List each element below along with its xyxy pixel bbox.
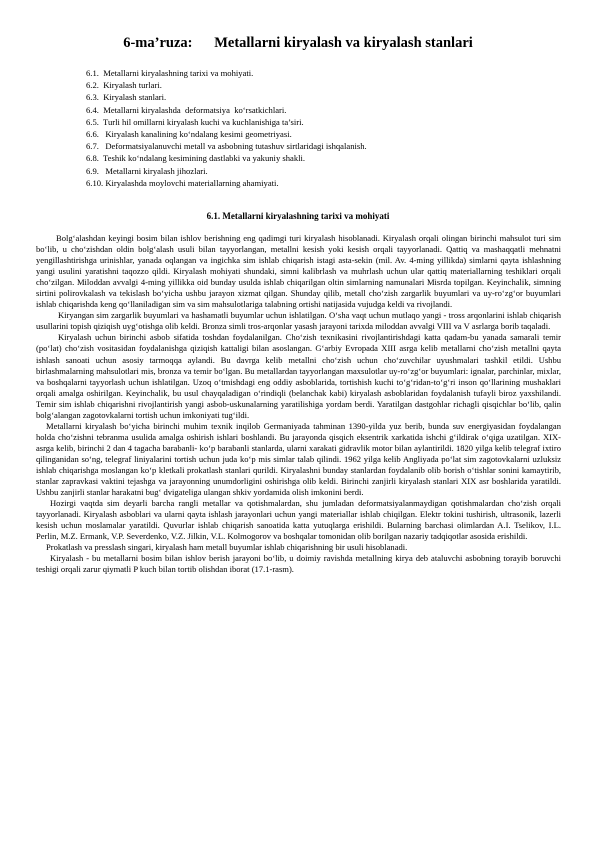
- paragraph: Kiryangan sim zargarlik buyumlari va hashamatli buyumlar uchun ishlatilgan. O‘sha vaqt uchun mutlaqo yangi - tross arqonlarini ishlab chiqarish usullarini topish qiziqish uyg‘otishga olib keldi. Bronza simli tros-arqonlar yasash jarayoni tarixda miloddan avvalgi VIII va V asrlarga borib taqaladi.: [36, 310, 561, 332]
- paragraph: Metallarni kiryalash bo‘yicha birinchi muhim texnik inqilob Germaniyada tahminan 1390-yilda yuz berib, bunda suv energiyasidan foydalangan holda cho‘zishni tebranma usulida amalga oshirish ishlari boshlandi. Bu jarayonda qisqich eksentrik xarkatida ishchi g‘ildirak o‘qiga uzatilgan. XIX-asrga kelib, birinchi 2 dan 4 tagacha barabanli- ko‘p barabanli stanlarda, ularni xarakati gidravlik motor bilan aylantirildi. 1820 yilga kelib telegraf ixtiro qilinganidan so‘ng, telegraf liniyalarini tortish uchun juda ko‘p mis simlar talab qilindi. 1962 yilga kelib Angliyada po‘lat sim zagotovkalarni uzluksiz ishlab chiqarishga moslangan ko‘p kletkali prokatlash stanlari qurildi. Kiryalashni bunday stanlardan foydalanib olib borish o‘tishlar sonini kamaytirib, stanlar zapravkasi vaktini tejashga va jarayonning unumdorligini oshirishga olib keldi. Birinchi zanjirli kiryalash stanlari XIX asr boshlarida yaratildi. Ushbu zanjirli stanlar harakatni bug‘ dvigateliga ulangan shkiv yordamida olish imkonini berdi.: [36, 420, 561, 498]
- toc-item: 6.9. Metallarni kiryalash jihozlari.: [86, 165, 208, 176]
- paragraph: Kiryalash - bu metallarni bosim bilan ishlov berish jarayoni bo‘lib, u doimiy ravishda metallning kirya deb ataluvchi asbobning torayib boruvchi teshigi orqali zarur qiymatli P kuch bilan tortib olishdan iborat (17.1-rasm).: [36, 553, 561, 575]
- lecture-title: 6-ma’ruza: Metallarni kiryalash va kiryalash stanlari: [123, 35, 473, 51]
- toc-item: 6.2. Kiryalash turlari.: [86, 80, 162, 91]
- toc-item: 6.7. Deformatsiyalanuvchi metall va asbobning tutashuv sirtlaridagi ishqalanish.: [86, 141, 367, 152]
- paragraph: Bolg‘alashdan keyingi bosim bilan ishlov berishning eng qadimgi turi kiryalash hisoblanadi. Kiryalash orqali olingan birinchi mahsulot turi sim bo‘lib, u cho‘zishdan oldin bolg‘alash usuli bilan tayyorlangan, metallni kesish yoki kesish orqali tayyorlanadi. Qattiq va mashaqqatli mehnatni yengillashtirishga urinishlar, yanada oqlangan va ingichka sim ishlab chiqarish istagi asta-sekin (mil. Av. 4-ming yillikda) simlarni qayta ishlashning yangi usulini yaratishni taqozzo qildi. Kiryalash mohiyati shundaki, simni kalibrlash va muhrlash uchun ular qattiq materiallarning teshiklari orqali cho‘zilgan. Miloddan avvalgi 4-ming yillikka oid bunday usulda ishlab chiqarilgan oltin simlarning namunalari Misrda topilgan. Keyinchalik, simning sirtini polirovkalash va tekislash bo‘yicha ushbu jarayon xizmat qilgan. Shunday qilib, metall cho‘zish zargarlik buyumlari va uy-ro‘zg‘or buyumlari ishlab chiqarishda keng qo‘llaniladigan sim va sim mahsulotlariga talabning ortishi natijasida vujudga keldi va rivojlandi.: [36, 233, 561, 310]
- body-text: [36, 233, 561, 575]
- paragraph: Kiryalash uchun birinchi asbob sifatida toshdan foydalanilgan. Cho‘zish texnikasini rivojlantirishdagi katta qadam-bu yanada samarali temir (po‘lat) cho‘zish vositasidan foydalanishga qiziqish kattaligi bilan asoslangan. G‘arbiy Evropada XIII asrga kelib metallarni cho‘zish metallni qayta ishlash sanoati uchun asosiy tarmoqqa aylandi. Bu davrga kelib metallni cho‘zish uchun cho‘zuvchilar uyushmalari tashkil etildi. Ushbu birlashmalarning mahsulotlari mis, bronza va temir bo‘lgan. Bu metallardan tayyorlangan maxsulotlar uy-ro‘zg‘or buyumlari: ignalar, parchinlar, mixlar, va boshqalarni tayyorlash uchun ishlatilgan. Uzoq o‘tmishdagi eng oddiy asboblarida, tortishish kuchi to‘g‘ridan-to‘g‘ri inson qo‘llarining mushaklari orqali amalga oshirilgan. Keyinchalik, bu usul chayqaladigan o‘rindiqli (belanchak kabi) kiryalash asboblaridan foydalanish tufayli biroz yaxshilandi. Temir sim ishlab chiqarishni rivojlantirish yangi asbob-uskunalarning yaratilishiga yordam berdi. Yaratilgan dastgohlar richagli qisqichlar bo‘lib, qalin bolg‘alangan zagotovkalarni tortish uchun imkoniyati tug‘ildi.: [36, 332, 561, 420]
- toc-item: 6.10. Kiryalashda moylovchi materiallarning ahamiyati.: [86, 177, 279, 188]
- toc-item: 6.3. Kiryalash stanlari.: [86, 92, 167, 103]
- toc-item: 6.5. Turli hil omillarni kiryalash kuchi va kuchlanishiga ta’siri.: [86, 116, 304, 127]
- table-of-contents: [86, 67, 367, 189]
- toc-item: 6.4. Metallarni kiryalashda deformatsiya ko‘rsatkichlari.: [86, 104, 287, 115]
- paragraph: Hozirgi vaqtda sim deyarli barcha rangli metallar va qotishmalardan, shu jumladan deformatsiyalanmaydigan qotishmalardan cho‘zish orqali tayyorlanadi. Kiryalash asboblari va ularni qayta ishlash jarayonlari uchun yangi materiallar ishlab chiqilgan. Elektr tokini tushirish, ultrasonik, lazerli kesish uchun moslamalar yaratildi. Quvurlar ishlab chiqarish sanoatida katta yutuqlarga erishildi. Bularning barchasi olimlardan A.I. Tselikov, I.L. Perlin, M.Z. Ermank, V.P. Severdenko, V.Z. Jilkin, V.L. Kolmogorov va boshqalar tomonidan olib borilgan nazariy tadqiqotlar asosida erishildi.: [36, 498, 561, 542]
- paragraph: Prokatlash va presslash singari, kiryalash ham metall buyumlar ishlab chiqarishning bir usuli hisoblanadi.: [46, 542, 408, 553]
- toc-item: 6.6. Kiryalash kanalining ko‘ndalang kesimi geometriyasi.: [86, 129, 292, 140]
- section-heading: 6.1. Metallarni kiryalashning tarixi va mohiyati: [206, 211, 390, 221]
- toc-item: 6.8. Teshik ko‘ndalang kesimining dastlabki va yakuniy shakli.: [86, 153, 306, 164]
- toc-item: 6.1. Metallarni kiryalashning tarixi va mohiyati.: [86, 68, 254, 78]
